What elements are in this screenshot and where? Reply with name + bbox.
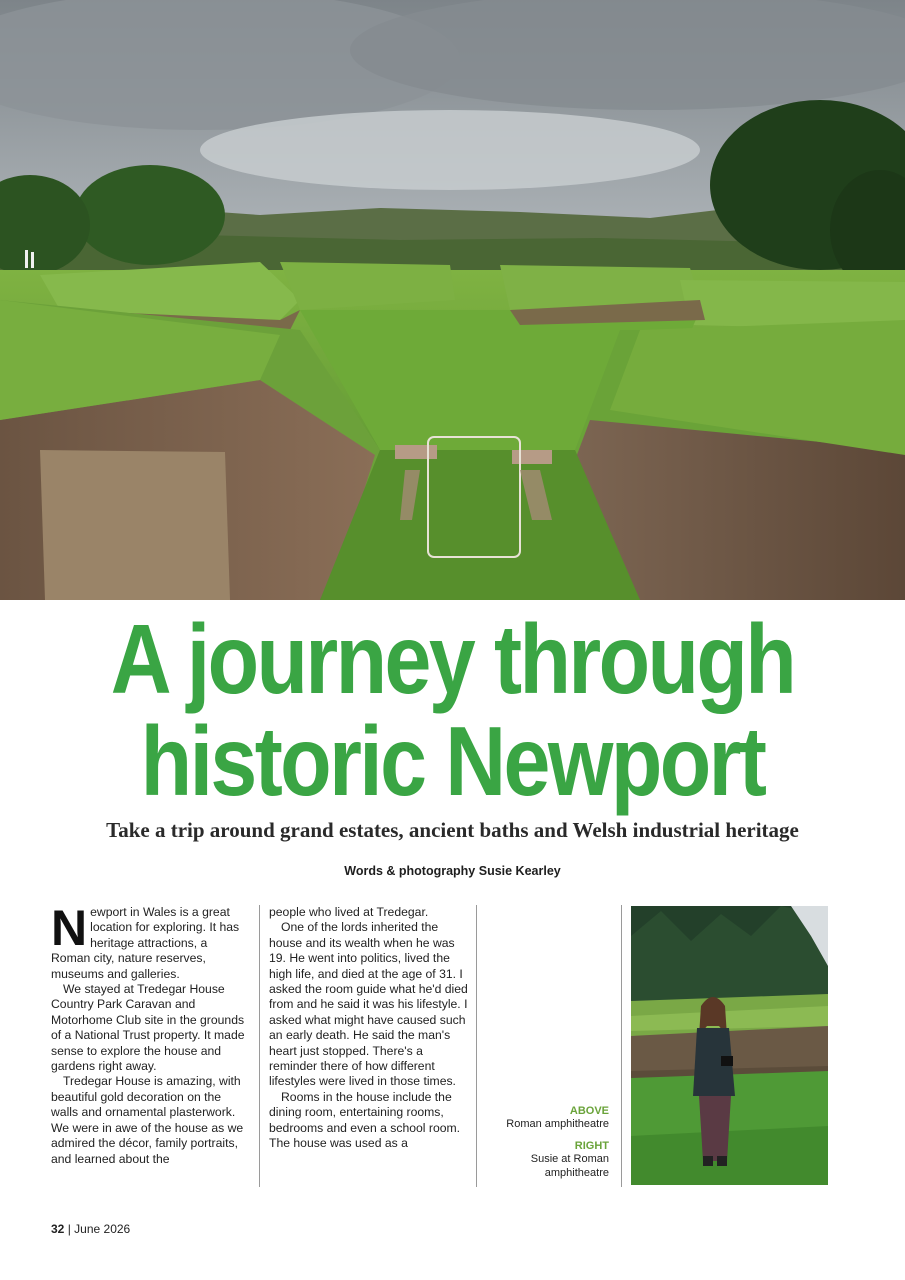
body-column-1	[51, 905, 249, 1187]
dropcap: N	[51, 905, 87, 956]
hero-photo-roman-amphitheatre	[0, 0, 905, 600]
caption-label-right: RIGHT	[574, 1139, 609, 1152]
page-headline	[0, 604, 905, 816]
column-divider	[476, 905, 477, 1187]
paragraph: One of the lords inherited the house and its wealth when he was 19. He went into politics, lived the high life, and died at the age of 31. I asked the room guide what he'd died from and he said it was his lifestyle. I asked what might have caused such an early death. He said the man's heart just stopped. There's a reminder there of how different lifestyles were lived in those times.	[269, 920, 468, 1089]
photo-captions	[484, 1105, 609, 1180]
paragraph: Rooms in the house include the dining room, entertaining rooms, bedrooms and even a school room. The house was used as a	[269, 1089, 461, 1151]
caption-label-above: ABOVE	[569, 1105, 609, 1117]
page-number: 32	[51, 1222, 65, 1236]
photo-susie-at-amphitheatre	[631, 906, 828, 1185]
paragraph: people who lived at Tredegar.	[269, 905, 429, 919]
paragraph-text: ewport in Wales is a great location for exploring. It has heritage attractions, a Roman city, nature reserves, museums and galleries.	[51, 905, 240, 981]
body-column-2	[269, 905, 469, 1187]
caption-text-right: Susie at Roman amphitheatre	[530, 1153, 609, 1179]
paragraph	[51, 905, 249, 982]
column-divider	[259, 905, 260, 1187]
headline-line-1: A journey through	[110, 604, 795, 714]
caption-divider	[621, 905, 622, 1187]
page-folio	[51, 1222, 130, 1236]
paragraph: We stayed at Tredegar House Country Park Caravan and Motorhome Club site in the grounds of a National Trust property. It made sense to explore the house and gardens right away.	[51, 982, 245, 1074]
byline: Words & photography Susie Kearley	[344, 864, 561, 878]
headline-line-2: historic Newport	[140, 706, 765, 816]
paragraph: Tredegar House is amazing, with beautiful gold decoration on the walls and ornamental plasterwork. We were in awe of the house as we admired the décor, family portraits, and learned about the	[51, 1074, 244, 1166]
caption-text-above: Roman amphitheatre	[506, 1118, 609, 1131]
issue-date: June 2026	[74, 1222, 131, 1236]
standfirst: Take a trip around grand estates, ancient baths and Welsh industrial heritage	[106, 818, 799, 842]
folio-separator: |	[67, 1222, 71, 1236]
